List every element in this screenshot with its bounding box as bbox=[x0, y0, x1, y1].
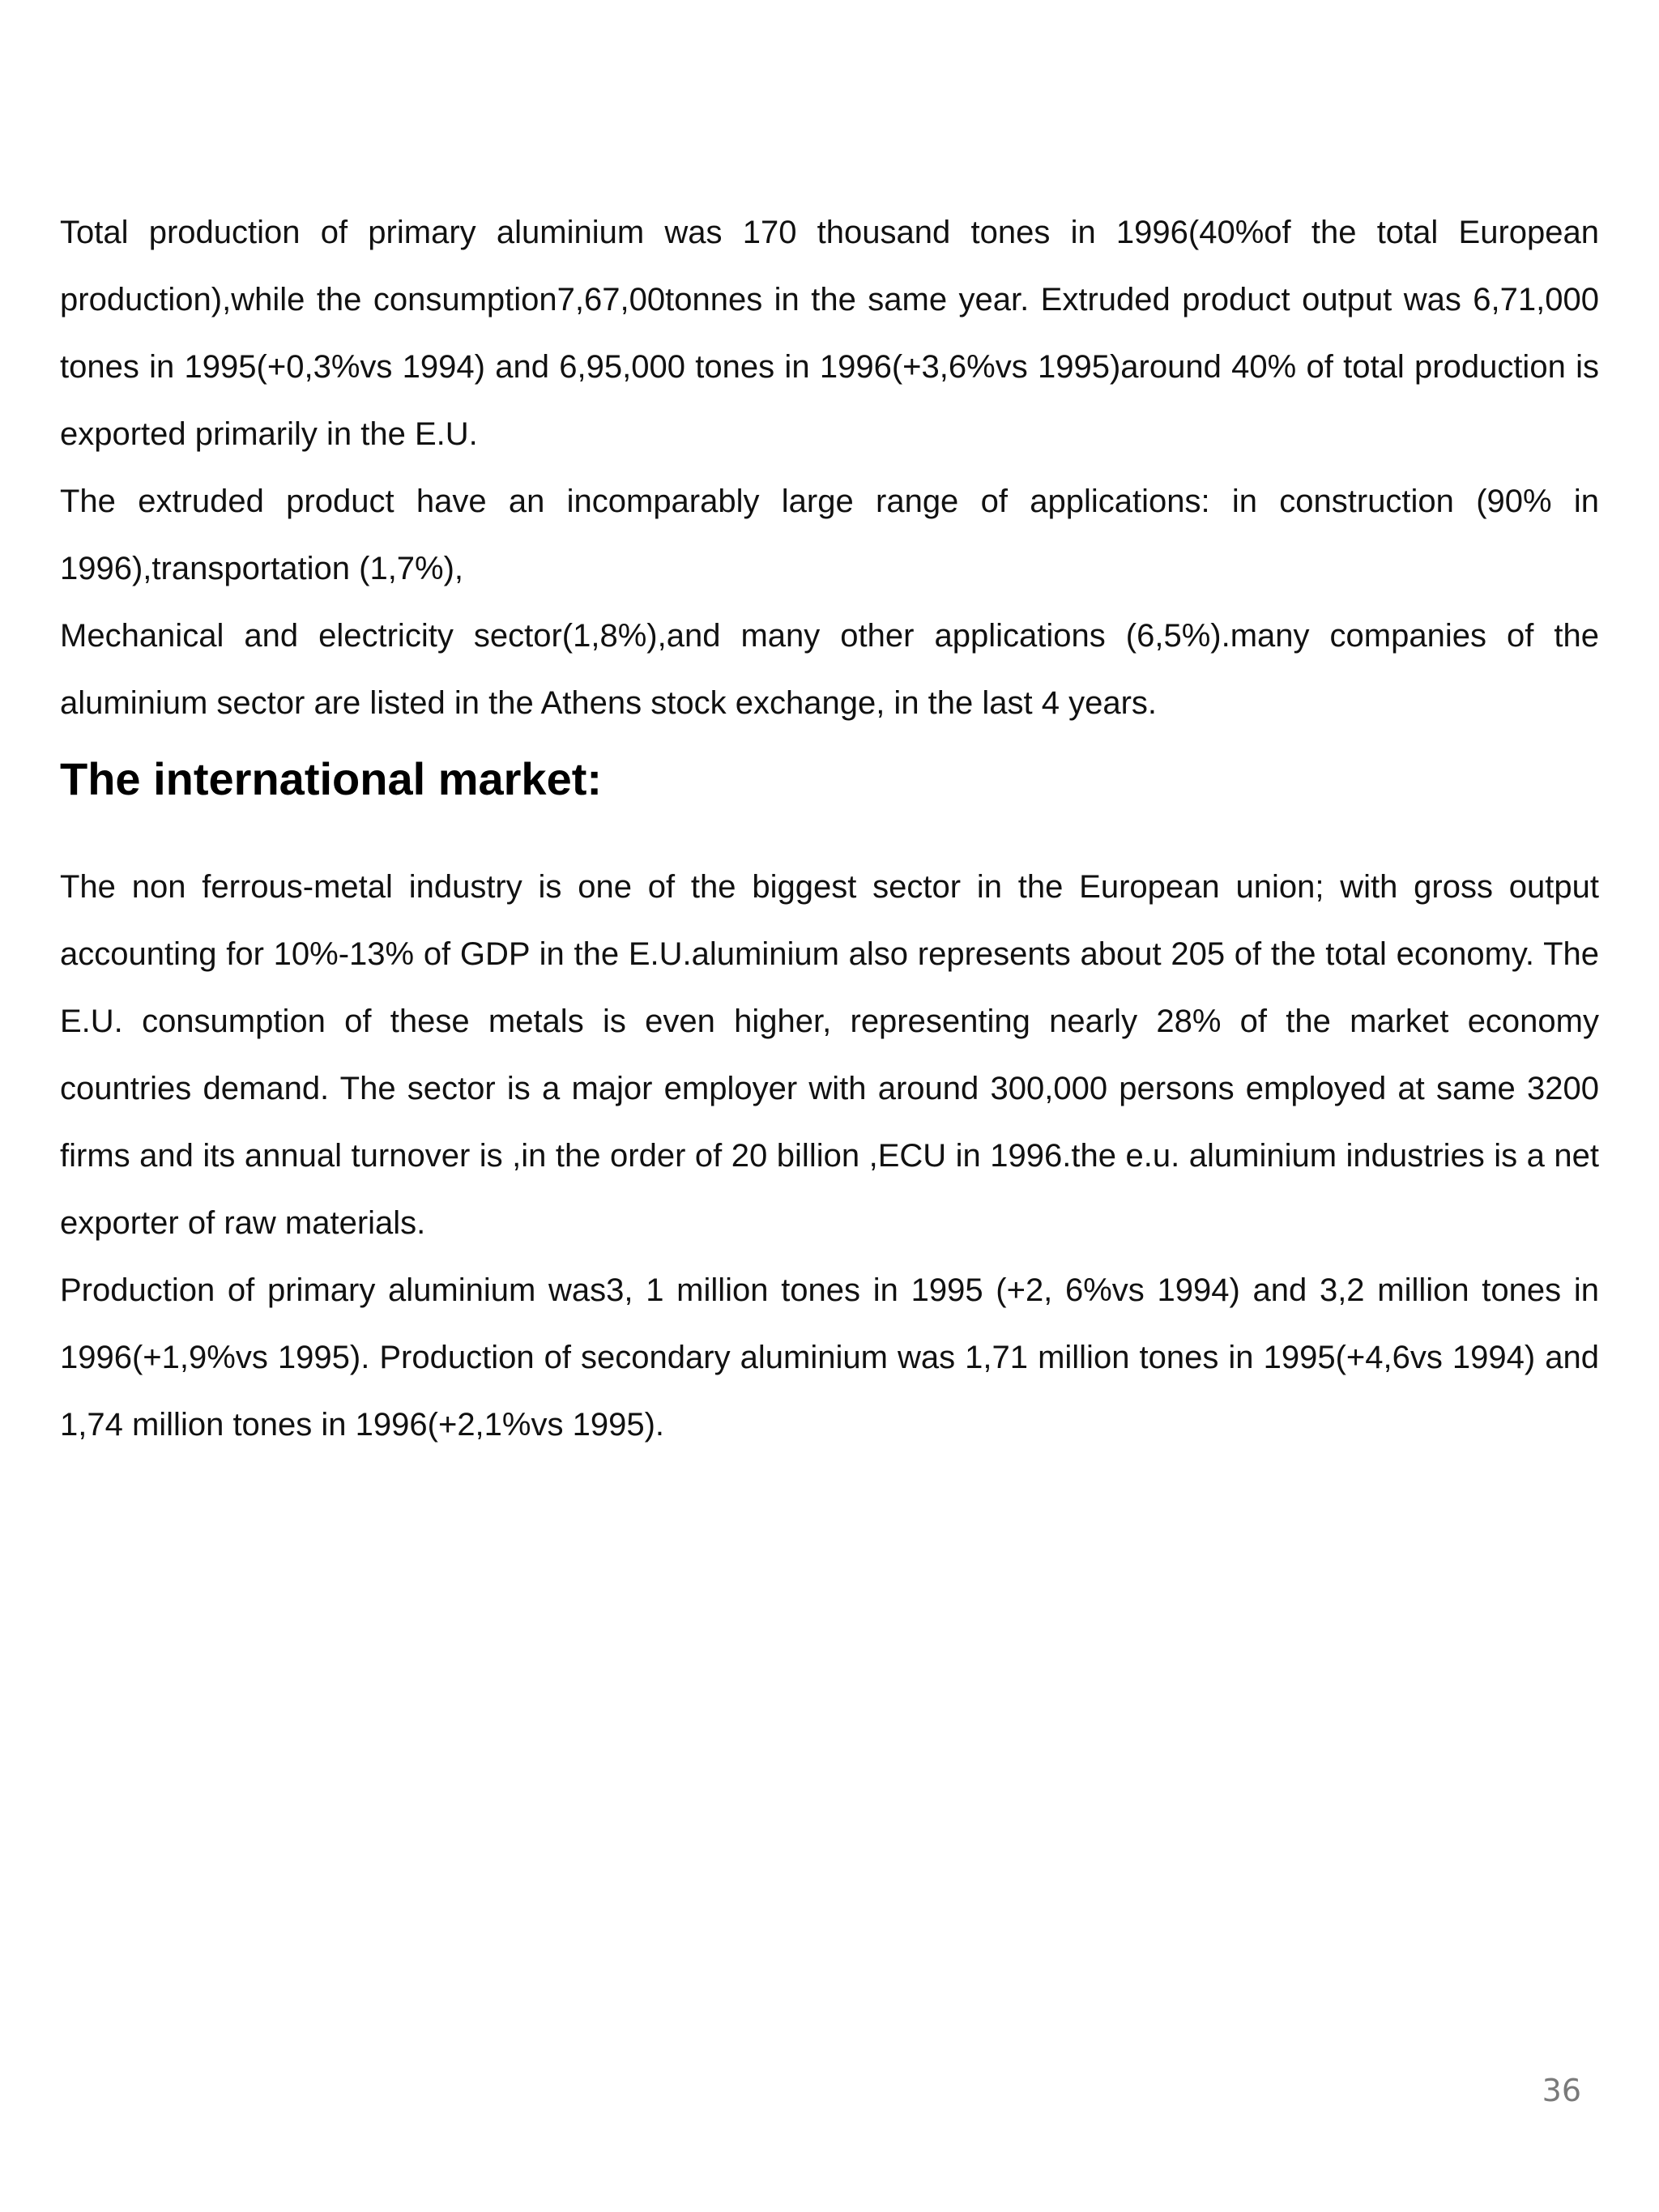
paragraph-primary-secondary-production: Production of primary aluminium was3, 1 million tones in 1995 (+2, 6%vs 1994) and 3,2 million tones in 1996(+1,9%vs 1995). Production of secondary aluminium was 1,71 million tones in 1995(+4,6vs 1994) and 1,74 million tones in 1996(+2,1%vs 1995). bbox=[60, 1272, 1599, 1443]
paragraph-non-ferrous-industry: The non ferrous-metal industry is one of the biggest sector in the European union; with gross output accounting for 10%-13% of GDP in the E.U.aluminium also represents about 205 of the total economy. The E.U. consumption of these metals is even higher, representing nearly 28% of the market economy countries demand. The sector is a major employer with around 300,000 persons employed at same 3200 firms and its annual turnover is ,in the order of 20 billion ,ECU in 1996.the e.u. aluminium industries is a net exporter of raw materials. bbox=[60, 869, 1599, 1241]
paragraph-extruded-applications: The extruded product have an incomparably large range of applications: in construction (90% in 1996),transportation (1,7%), bbox=[60, 484, 1599, 586]
document-page bbox=[60, 199, 1599, 1459]
section-heading-international-market: The international market: bbox=[60, 753, 603, 804]
page-number: 36 bbox=[1542, 2073, 1581, 2108]
paragraph-mechanical-sector: Mechanical and electricity sector(1,8%),and many other applications (6,5%).many companies of the aluminium sector are listed in the Athens stock exchange, in the last 4 years. bbox=[60, 618, 1599, 721]
paragraph-primary-production: Total production of primary aluminium was 170 thousand tones in 1996(40%of the total European production),while the consumption7,67,00tonnes in the same year. Extruded product output was 6,71,000 tones in 1995(+0,3%vs 1994) and 6,95,000 tones in 1996(+3,6%vs 1995)around 40% of total production is exported primarily in the E.U. bbox=[60, 215, 1599, 452]
